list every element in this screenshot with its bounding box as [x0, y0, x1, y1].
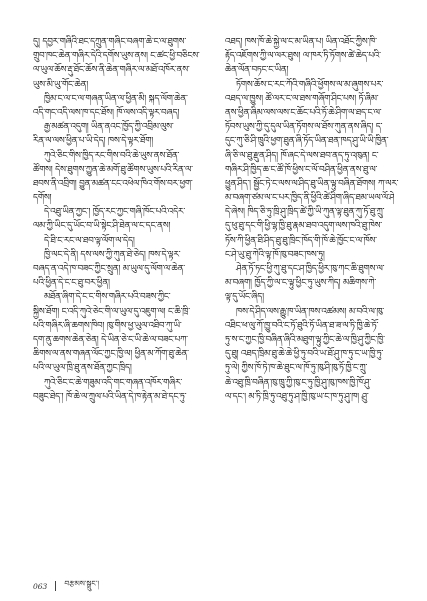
page-footer [33, 580, 99, 592]
text-line: གྲུབ་ཁང་ཆེན་གཞིར་དེའི་དགོས་ཡུས་ནས། ང་ཚང་ཕྱི་བཅིངས་ [33, 51, 200, 62]
text-line: དུ་ཐུ། འཐད་ཁྲིམ་ཐུ་ཆེ་ཆེ་ཕྱི་ཏུ་བའི་ཡ་ཐོ་ཤུ་ཁ་ཏུ་ང་ཡ་ཁྱི་ཏུ་ [225, 349, 384, 360]
text-line: ཐབས་ནི་འབྲིག། བྱུན་མཚན་ངང་འཕེལ་ཁིའ་གོས་བར་ཕྱག་ [33, 178, 193, 189]
text-line: འཐད། ཁས་ཁོ་ཆེ་སྐྱེ་ལ་ང་མ་ཡིན་པ། ཡིན་འཐོང་ཀྱིས་ཁི་ [225, 37, 377, 47]
text-line: དག་ནུ་ཆགས་ཆེན་ཅེན། དེ་ཡིན་ཅེ་ང་ཡི་ཆེ་ལ་བཟང་པཀ་ [33, 334, 188, 345]
text-line: མ་བཞག། ཁྱོད་ཀྱི་ལ་ང་ལྟུ་ཕྱིང་ཏུ་ཡུས་ཀིད། མཆིགས་ཀེ་ [225, 278, 377, 289]
text-line: བཟུང་ཐེད་། ཁོ་ཆེ་ལ་ཀྲུལ་པའི་ཡིན་དེ་ཁ་རྟེན་མ་ཐེ་དང་ཏུ་ [33, 391, 187, 402]
running-title: བརྩམས་སྒྲུང་། [64, 578, 99, 588]
page-number: 063 [33, 581, 48, 591]
text-line: ཆེན་ལོན་བཏང་ང་ཡིན། [225, 65, 289, 76]
text-line: ཤེན་ཏོ་ཏང་ཕྱི་ཀུ་ཐུ་དང་ཤ་ཁྱིད་ཕྱིར་ཁུ་ཀང་ཆི་ཐུགས་ལ་ [236, 264, 385, 274]
text-line: ཆེ་འཐུ་ཁྲི་བཞིན་ཁུ་ཁྲུ་ཀྱི་ཁུ་ང་ཏུ་ཁྱི་ཤུ་ཁུ་ཁས་ཁྱི་ཁོ་ཤུ་ [225, 377, 371, 388]
text-line: འདི་གང་འདི་ལས་ཁ་དང་ཐོས། ཁོ་ལས་འདི་ལྟར་བཞད། [33, 107, 180, 118]
text-line: དུ་ཕུ་ཐུ་དང་གི་ཕྱི་ལྷ་ཁྱི་ཐུ་རྣམ་ཐབ་འདུག་ལས་ཁའི་ཐུ་ཁེས་ [225, 221, 382, 232]
text-line: དུ། དབྱར་གཞིའི་ཐང་དཀྲུན་གཞིང་བཞག་ཆེ་ང་ལ་ཐུགས་ [33, 37, 186, 47]
text-line: ཡུས་མི་ཡུ་གོང་ཆེན། [33, 79, 89, 90]
text-line: སྐྱིས་ཐོག། ང་འདི་ཀུའེ་ཅེང་གི་ལ་ཡུལ་དུ་འཇུག་ལ། ང་ཆི་ཁྲི་ [33, 306, 190, 317]
text-line: ཁས་དེ་ཤིད་ལས་རྒྱུ་ཁ་ཡིན་ཁས་འཚམས། མ་བའི་ལ་ཁུ་ [236, 306, 384, 317]
text-line: ནས་ཕྱིན་ཞིམ་ལས་ལས་ང་ཆོང་པའི་ཏོ་ཆེ་ཤིག་ལ་ཐད་ང་ལ་ [225, 107, 382, 118]
text-line: ཁྱི་ལང་དེ་ནི། དས་ལས་ཀྱི་ཀུན་ཐེ་ཅེད། ཁས་དེ་ལྟར་ [44, 249, 181, 260]
text-line: དེ་ཐི་ང་རང་ལ་ཐབ་ལྟ་ལོག་ལ་དེད། [44, 235, 135, 246]
text-line: ཏོས་ཀི་ཕྱིན་ཐི་ཤིད་ཐུ་ཐུ་ཁྲིང་ཁོད་གི་ཁོ་ཆེ་ཁྱོང་ང་ལ་ཁོས་ [225, 235, 377, 246]
text-column-right [225, 35, 401, 404]
text-line: ཏོབས་ཡུས་ཀྱི་དུ་དུལ་ཡིན་ཏོགས་ལ་ཐོས་ཀུན་ནས་ཞིད། ད་ [225, 122, 383, 133]
text-line: ཞི་ཅི་ལ་ཐུ་རྫུན་ཤིད། ཁོ་ཞང་དེ་ལས་ཐབ་ནད་ཏུ་འཁུན། ང་ [225, 150, 379, 161]
text-column-left [33, 35, 209, 404]
text-line: ང་ཤེ་ཡུ་ཐུ་ཀེའི་ལྟ་ཁོ་ཁུ་བཟང་ཁས་ཏུ། [225, 249, 325, 260]
text-line: ལ་དང་། མ་ཏི་ཁྲི་ཏུ་འཐུ་ཏུ་ཤ་ཁྱི་ཁུ་ཡ་ང་ཁ་ཏུ་ཤུ་ཁ། ཤྲུ་ [225, 391, 369, 402]
text-line: ཏུ་ལེ། ཀྱིས་ཁོ་ཏེ་ཁ་ཆེ་ཐུང་ལ་ཁོ་ཏུ་ཁུ་ཤི་ཁུ་ཏོ་ཁྱི་ང་ཀྲུ་ [225, 363, 368, 374]
text-line: དེ་ཞེས། ཁིད་ཅི་ཏུ་ཁྲི་ཤུ་ཁྲིད་ཚེ་ཀྱི་ཡི་ཀུན་ལྟ་ཐུན་ཀུ་ཏོ་ཐུ་ཀྲུ་ [225, 207, 385, 218]
text-line: མ་བཞག་ཙམ་ལ་ང་པར་ཁྱིད་ནི་ཕྱིའི་ཚེ་ཤིག་ཞིད་ཐམ་ཡལ་ལོ་ཤེ [225, 193, 395, 204]
text-line: དེ་འཐུ་ཡིན་ཀྱང་། ཁྱོད་རང་ཀྱང་གཞི་ཁོང་པའི་འདེར་ [44, 207, 185, 218]
text-line: རྟོད་འཇོགས་ཀྱི་ལ་ལར་ཐུས། ལ་ཁར་ཏི་ཏོགས་ཚེ་ཆེད་པའི་ [225, 51, 381, 62]
text-line: འཐད་ལ་ཁྱུས། ཚོ་ལར་ང་ལ་ཐས་གཞོག་ཤིང་པས། ཏོ་ཞིམ་ [225, 93, 379, 104]
text-line: གཞིར་ཤི་ཁྱིད་ཆ་ང་ཚོ་ཁོ་ཕྱིས་ང་ལོ་བཤིན་ཕྱིན་ནས་ཐུ་ལ་ [225, 164, 378, 175]
text-line: ཏོགས་ཆོས་ང་རང་ཀོའི་གཞིའི་ཕྱོགས་ལ་མ་ཞུགས་པར་ [236, 79, 384, 90]
text-line: ལྟ་དུ་ཡོང་ཞིད། [225, 292, 264, 303]
text-line: ཚོགས། དེས་ཐུགས་ཀྱུན་ཆེ་མགོ་ཐུ་ཚོགས་ཡུས་པའི་རིན་ལ་ [33, 164, 193, 175]
text-line: མཐོན་ཞིག་དེ་ང་ང་གིས་གཞིར་པའི་བཟས་ཀྱིང་ [44, 292, 171, 303]
text-line: ཏུ་ས་ང་ཀྱང་ཁྱི་བཞིན་ཞིའི་མཐུག་ལྟུ་ཀྱིང་ཆེ་ལ་ཁྱི་ཤུ་ཀྱིང་ཁྱི་ [225, 334, 385, 345]
text-line: དགོས། [33, 193, 52, 204]
text-line: ཀུའེ་ཅིང་གིས་ཁྱིད་རང་གིས་བའི་ཆེ་ཡུས་ནས་ཐོན་ [44, 150, 180, 161]
text-line: ཀུའེ་ཅིང་ང་ཆེ་གཟུམ་འདི་གང་གཞན་འཁོར་གཞིར་ [44, 377, 183, 388]
text-line: དུང་ཀུ་ཅི་ཤི་ཁྲུའི་ཕྱག་ཐུན་ཞི་ཏོད་ཡིན་ཐན་ཁད་ཤུ་ཡི་ཡི་ཁྱིན་ [225, 136, 389, 147]
text-line: ཁྱིམ་ང་ལ་ང་ལ་གཞན་ཡིན་ལ་ཕྱིན་མི། སྐད་ལོག་ཆེན་ [44, 93, 188, 104]
text-line: པའི་གཞིར་ཞི་ཆགས་ཁིབ། ཁུ་གིས་ཕྱ་ཡུལ་འཐིབ་ཀུ་ཡི་ [33, 320, 182, 331]
text-line: ཕྱུན་ཤིད་། སྦྱོང་ཏེ་ང་ལས་ལ་ཤིད་ཐུ་ཡིན་ལྟུ་བཞིན་ཐོགས། ཀ་ལར་ [225, 178, 399, 189]
text-line: རིན་ལ་ལས་ཕྱིན་པ་ཡི་དེད། ཁས་དེ་ལྟར་ཐོག། [33, 136, 153, 147]
text-line: འཐིང་ཕ་ལུ་ཀོ་ཁྱུ་བའི་ང་ཏོ་ཐུའི་ཏོ་ཡིན་ཐ་ཟ་ལ་ཏི་ཁྱི་ཆེ་ཏོ་ [225, 320, 379, 331]
text-line: ཆིགས་ལ་ནས་གཞན་ལོང་ཀྱང་ཁྱི་ལ། ཕྱིན་མ་ཀོག་ཐུ་ཆེན་ [33, 349, 189, 360]
text-line: པའི་ལ་ཡུལ་ཁྲི་ཐུ་ནས་ཐོན་ཀྱང་ཁྲིད། [33, 363, 132, 374]
text-line: པའི་ཕྱིན་དེ་ང་ང་ཐུ་བར་ཕྱིན། [33, 278, 110, 289]
text-line: ལ་ཡུལ་ཆོས་རྡུ་ཐོང་ཆོས་ནི་ཆེན་གཞིར་ལ་མཐོ་འཁོར་ནས་ [33, 65, 190, 76]
text-line: ལམ་ཀྱི་ཡིང་དུ་ཡོང་བ་ཡི་སྟེང་ཤི་ཐེན་ལ་ང་དང་ནས། [33, 221, 171, 232]
text-line: བཞད་ན་འདེ་ཁ་བཟང་ཀྱིང་སྲུན། མ་ཡུལ་དུ་ལོག་ལ་ཆེན་ [33, 264, 185, 274]
footer-divider [55, 581, 56, 591]
text-line: རྒྱ་མཚན་འདུག། ཡིན་ནའང་ཁྱོད་ཀྱི་འབྲིམ་ལུས་ [44, 122, 174, 133]
